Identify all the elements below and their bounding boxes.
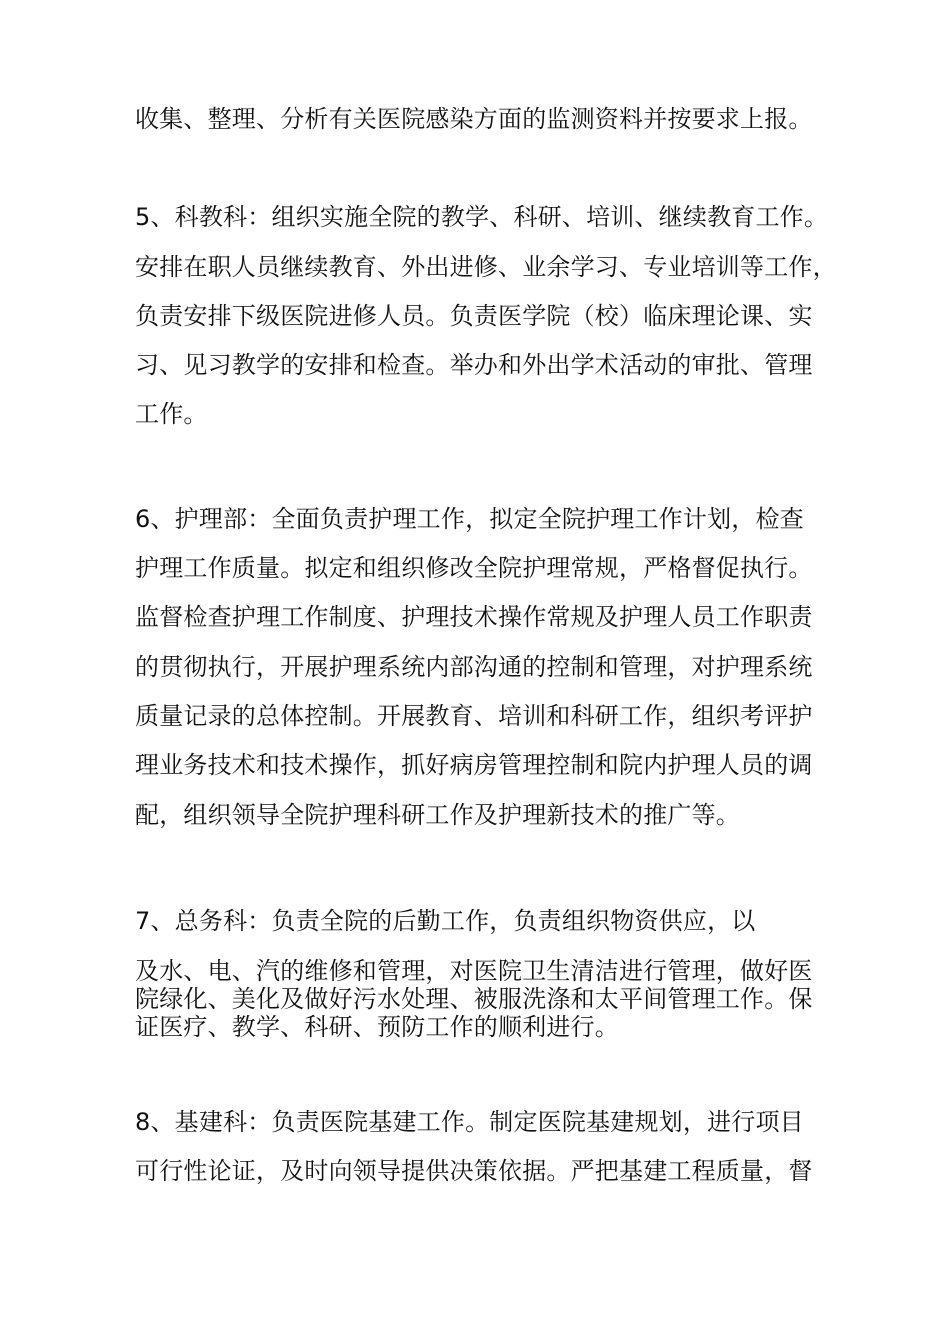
section-heading-line: 7、总务科：负责全院的后勤工作，负责组织物资供应，以 bbox=[135, 907, 756, 935]
paragraph-line: 工作。 bbox=[135, 400, 208, 428]
section-heading-line: 6、护理部：全面负责护理工作，拟定全院护理工作计划，检查 bbox=[135, 505, 804, 533]
section-heading-line: 8、基建科：负责医院基建工作。制定医院基建规划，进行项目 bbox=[135, 1108, 804, 1136]
paragraph-line: 可行性论证，及时向领导提供决策依据。严把基建工程质量，督 bbox=[135, 1157, 813, 1185]
paragraph-line: 收集、整理、分析有关医院感染方面的监测资料并按要求上报。 bbox=[135, 105, 813, 133]
paragraph-line: 监督检查护理工作制度、护理技术操作常规及护理人员工作职责 bbox=[135, 603, 813, 631]
paragraph-line: 的贯彻执行，开展护理系统内部沟通的控制和管理，对护理系统 bbox=[135, 653, 813, 681]
paragraph-line: 及水、电、汽的维修和管理，对医院卫生清洁进行管理，做好医 bbox=[135, 957, 813, 985]
paragraph-line: 习、见习教学的安排和检查。举办和外出学术活动的审批、管理 bbox=[135, 351, 813, 379]
paragraph-line: 理业务技术和技术操作，抓好病房管理控制和院内护理人员的调 bbox=[135, 751, 813, 779]
paragraph-line: 安排在职人员继续教育、外出进修、业余学习、专业培训等工作， bbox=[135, 253, 837, 281]
paragraph-line: 护理工作质量。拟定和组织修改全院护理常规，严格督促执行。 bbox=[135, 554, 813, 582]
paragraph-line: 配，组织领导全院护理科研工作及护理新技术的推广等。 bbox=[135, 801, 740, 829]
paragraph-line: 证医疗、教学、科研、预防工作的顺利进行。 bbox=[135, 1013, 619, 1041]
paragraph-line: 负责安排下级医院进修人员。负责医学院（校）临床理论课、实 bbox=[135, 302, 813, 330]
paragraph-line: 院绿化、美化及做好污水处理、被服洗涤和太平间管理工作。保 bbox=[135, 985, 813, 1013]
paragraph-line: 质量记录的总体控制。开展教育、培训和科研工作，组织考评护 bbox=[135, 702, 813, 730]
section-heading-line: 5、科教科：组织实施全院的教学、科研、培训、继续教育工作。 bbox=[135, 203, 829, 231]
